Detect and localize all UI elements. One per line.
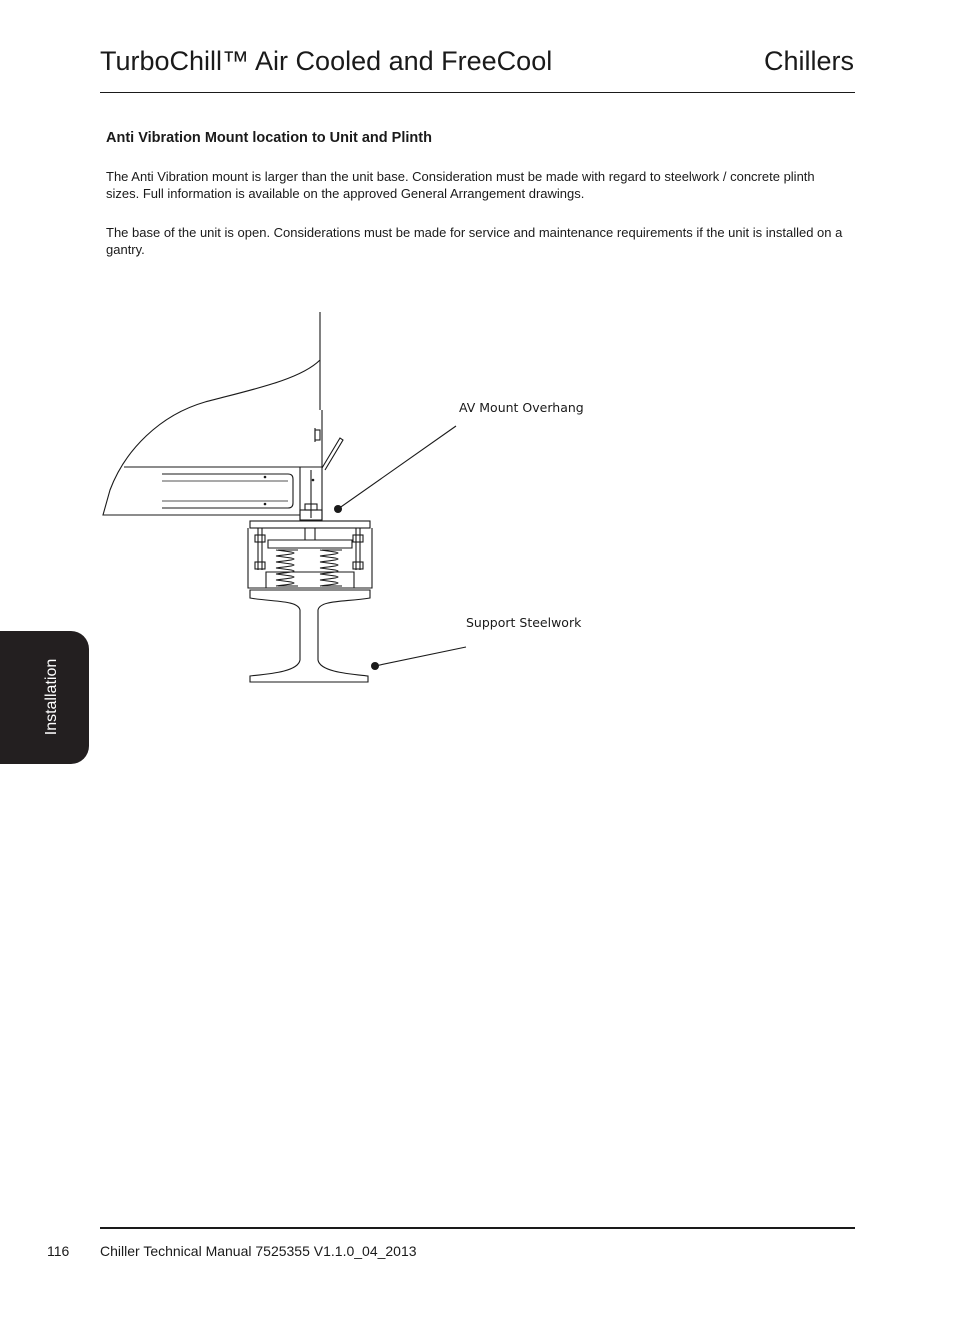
paragraph-av-mount: The Anti Vibration mount is larger than the unit base. Consideration must be made with regard to steelwork / concrete plinth sizes. Full information is available on the approved General Arrangement drawings. — [106, 169, 815, 201]
side-tab-label: Installation — [43, 658, 60, 736]
spring-left — [276, 550, 298, 586]
page-header-title: TurboChill™ Air Cooled and FreeCool — [100, 46, 553, 76]
footer-document-id: Chiller Technical Manual 7525355 V1.1.0_04_2013 — [100, 1243, 417, 1259]
section-heading: Anti Vibration Mount location to Unit and Plinth — [106, 130, 432, 146]
footer-divider — [100, 1227, 855, 1229]
page-number: 116 — [47, 1243, 70, 1259]
leader-av-mount — [338, 426, 456, 509]
mount-top-plate — [250, 521, 370, 528]
support-beam — [250, 590, 370, 682]
callout-av-mount-overhang: AV Mount Overhang — [459, 400, 584, 415]
base-rail — [162, 474, 293, 508]
unit-panel-outline — [103, 312, 320, 515]
leader-support — [375, 647, 466, 666]
paragraph-open-base: The base of the unit is open. Considerations must be made for service and maintenance requirements if the unit is installed on a gantry. — [106, 225, 843, 257]
spring-right — [320, 550, 342, 586]
page-header-category: Chillers — [763, 46, 854, 76]
callout-support-steelwork: Support Steelwork — [466, 615, 582, 630]
